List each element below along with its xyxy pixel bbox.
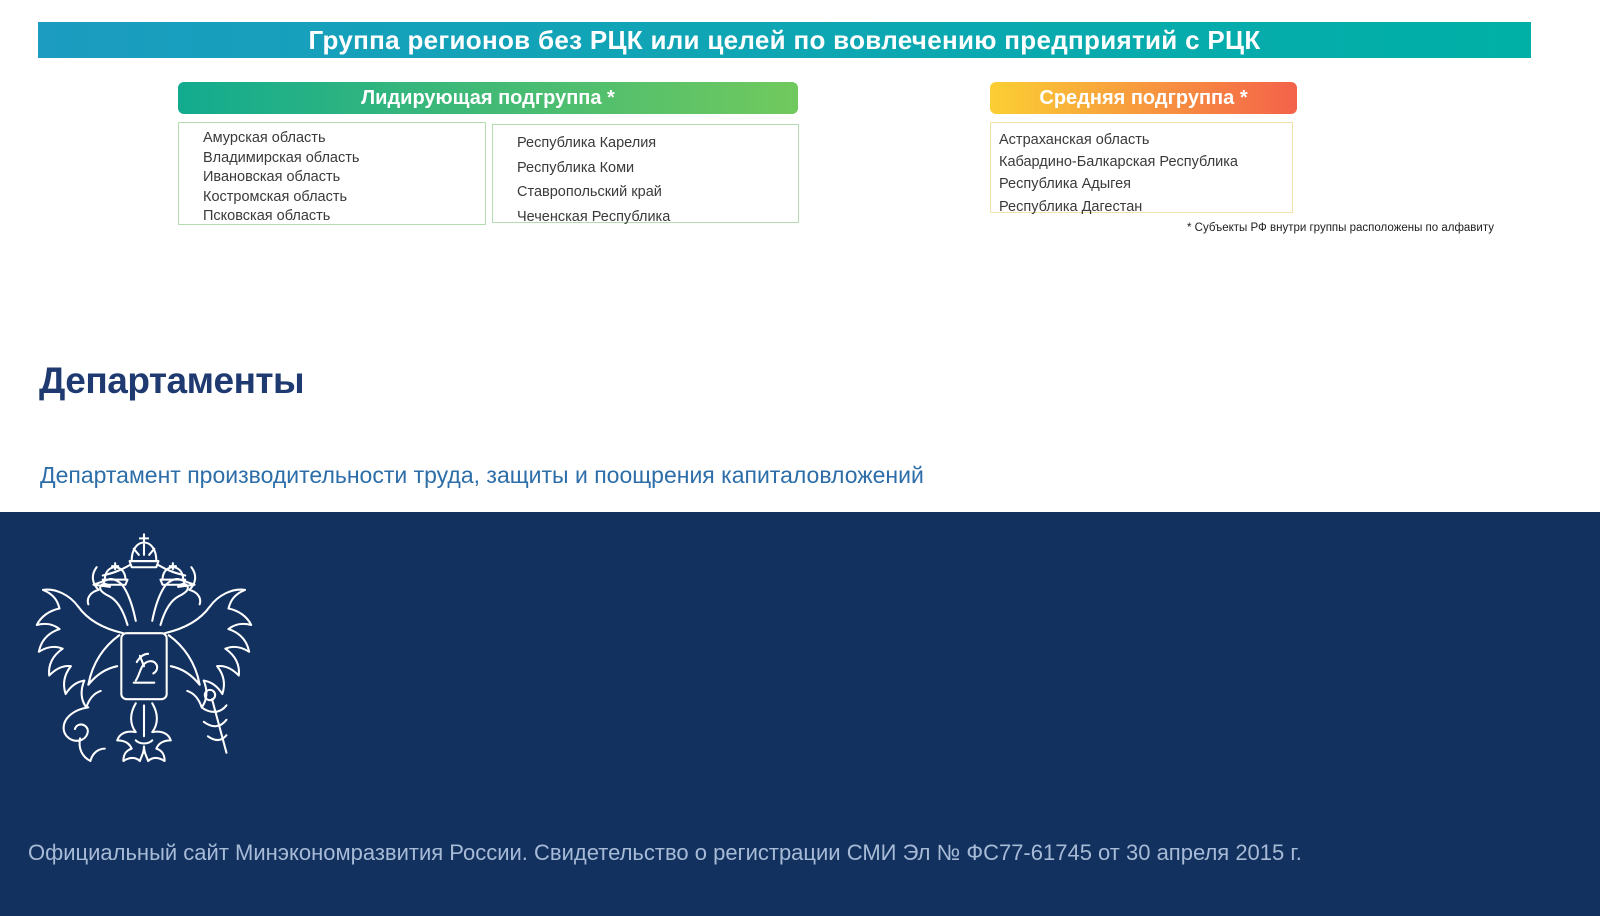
region-item: Республика Коми [517,159,635,176]
region-item: Владимирская область [203,149,360,166]
middle-subgroup-header [990,82,1297,114]
region-item: Чеченская Республика [517,208,671,225]
region-item: Псковская область [203,208,331,224]
leading-subgroup-list-2 [492,124,799,223]
region-item: Кабардино-Балкарская Республика [999,154,1238,171]
middle-subgroup-title: Средняя подгруппа * [1039,86,1248,109]
leading-subgroup-title: Лидирующая подгруппа * [361,86,615,109]
banner-title: Группа регионов без РЦК или целей по вовлечению предприятий с РЦК [308,24,1261,55]
leading-subgroup-header [178,82,798,114]
region-item: Астраханская область [999,132,1150,148]
region-item: Республика Адыгея [999,176,1132,193]
leading-subgroup-list-1 [178,122,486,225]
department-link[interactable]: Департамент производительности труда, защиты и поощрения капиталовложений [40,462,924,488]
region-item: Ивановская область [203,169,341,185]
middle-subgroup-list [990,122,1293,213]
region-item: Амурская область [203,130,326,146]
russia-coat-of-arms-icon [20,526,268,794]
departments-heading: Департаменты [39,360,305,401]
region-item: Республика Карелия [517,135,657,151]
footer [0,512,1600,916]
footer-registration-text: Официальный сайт Минэкономразвития России. Свидетельство о регистрации СМИ Эл № ФС77-61745 от 30 апреля 2015 г. [28,840,1302,865]
region-item: Республика Дагестан [999,198,1143,215]
region-item: Ставропольский край [517,184,662,200]
region-item: Костромская область [203,188,348,205]
group-title-banner [38,22,1531,58]
alphabetical-order-note: * Субъекты РФ внутри группы расположены по алфавиту [1186,222,1494,234]
